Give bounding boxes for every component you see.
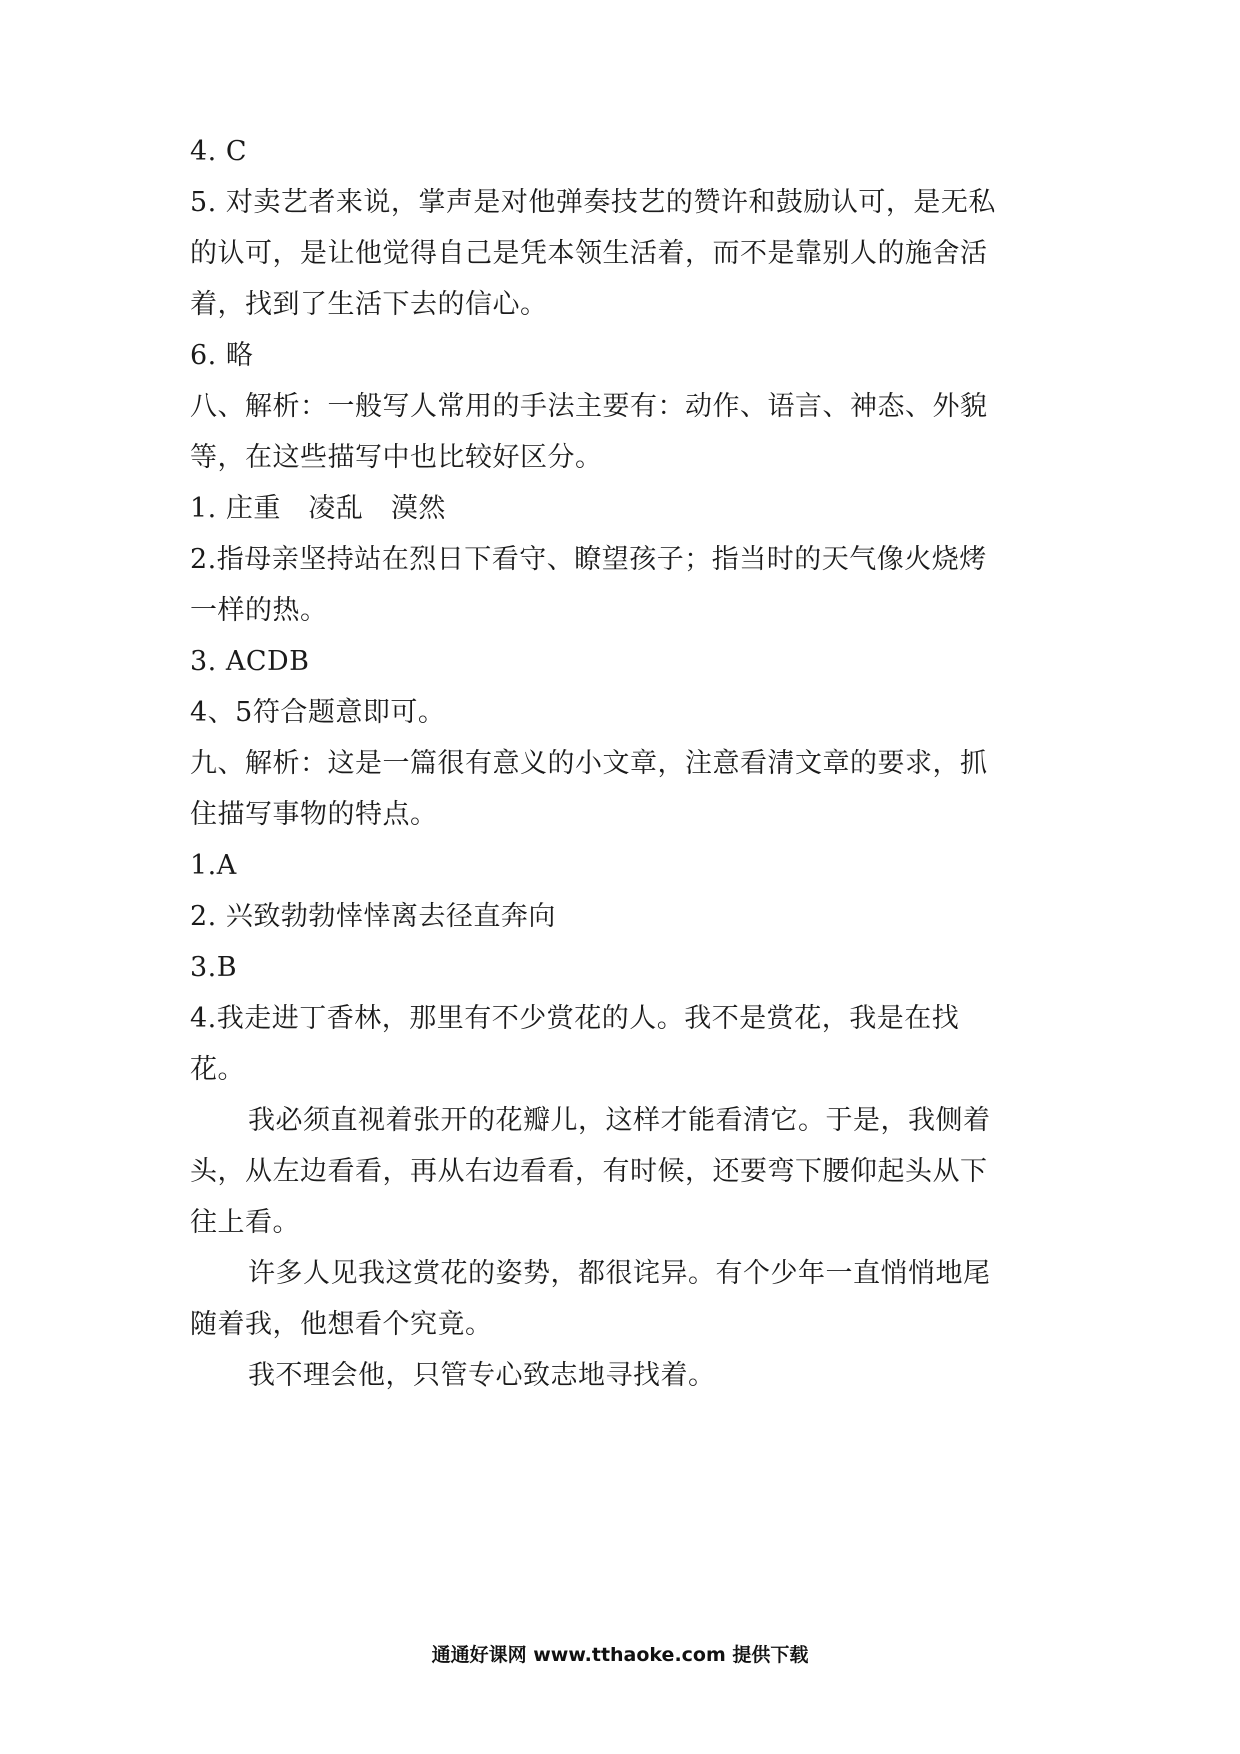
- section-heading: 八、解析：一般写人常用的手法主要有：动作、语言、神态、外貌: [190, 391, 988, 422]
- section-heading: 九、解析：这是一篇很有意义的小文章，注意看清文章的要求，抓: [190, 748, 988, 779]
- answer-line: 1. 庄重 凌乱 漠然: [190, 493, 446, 524]
- answer-line: 4.我走进丁香林，那里有不少赏花的人。我不是赏花，我是在找: [190, 1003, 960, 1034]
- answer-line: 4. C: [190, 136, 248, 167]
- paragraph-line: 往上看。: [190, 1207, 300, 1238]
- paragraph-line: 我不理会他，只管专心致志地寻找着。: [248, 1360, 716, 1391]
- answer-line: 5. 对卖艺者来说，掌声是对他弹奏技艺的赞许和鼓励认可，是无私: [190, 187, 996, 218]
- answer-line: 4、5符合题意即可。: [190, 697, 446, 728]
- paragraph-line: 随着我，他想看个究竟。: [190, 1309, 493, 1340]
- answer-line: 等，在这些描写中也比较好区分。: [190, 442, 603, 473]
- paragraph-line: 头，从左边看看，再从右边看看，有时候，还要弯下腰仰起头从下: [190, 1156, 988, 1187]
- answer-line: 3. ACDB: [190, 646, 310, 677]
- answer-line: 2. 兴致勃勃悻悻离去径直奔向: [190, 901, 556, 932]
- answer-line: 2.指母亲坚持站在烈日下看守、瞭望孩子；指当时的天气像火烧烤: [190, 544, 987, 575]
- paragraph-line: 我必须直视着张开的花瓣儿，这样才能看清它。于是，我侧着: [248, 1105, 991, 1136]
- page-footer: 通通好课网 www.tthaoke.com 提供下载: [431, 1644, 809, 1666]
- answer-line: 6. 略: [190, 340, 254, 371]
- answer-line: 的认可，是让他觉得自己是凭本领生活着，而不是靠别人的施舍活: [190, 238, 988, 269]
- answer-line: 3.B: [190, 952, 238, 983]
- answer-line: 着，找到了生活下去的信心。: [190, 289, 548, 320]
- paragraph-line: 许多人见我这赏花的姿势，都很诧异。有个少年一直悄悄地尾: [248, 1258, 991, 1289]
- answer-line: 1.A: [190, 850, 237, 881]
- answer-line: 花。: [190, 1054, 245, 1085]
- answer-line: 一样的热。: [190, 595, 328, 626]
- answer-line: 住描写事物的特点。: [190, 799, 438, 830]
